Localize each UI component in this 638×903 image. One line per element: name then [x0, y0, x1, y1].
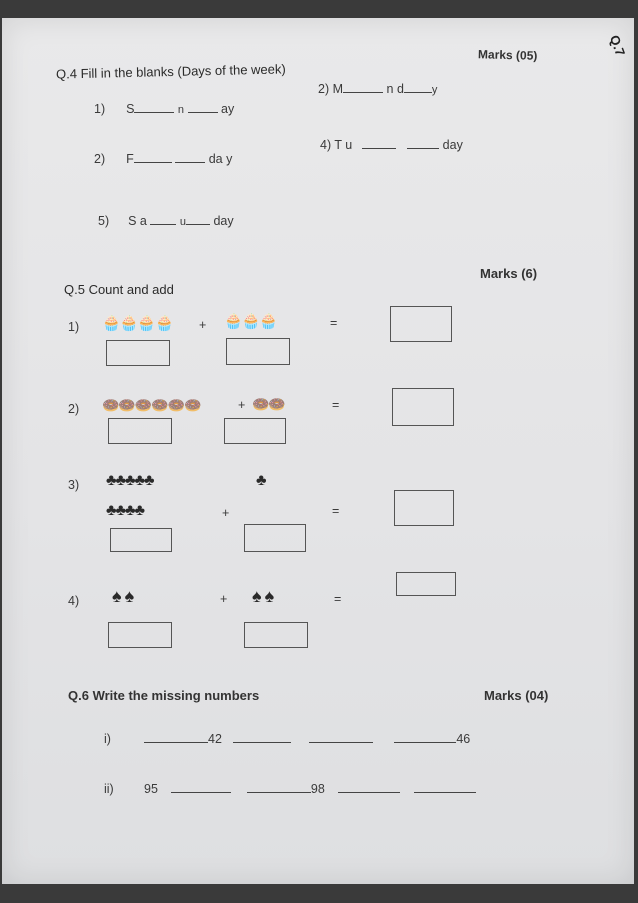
q4-marks: Marks (05) — [477, 47, 538, 63]
equals-sign: = — [332, 504, 340, 518]
blank[interactable] — [144, 741, 208, 743]
item-number: 2) — [318, 82, 330, 96]
q6-title: Q.6 Write the missing numbers — [68, 688, 260, 703]
blank[interactable] — [150, 223, 176, 225]
blank[interactable] — [394, 741, 456, 743]
answer-box-left[interactable] — [108, 418, 172, 444]
q5-row-2-number: 2) — [68, 402, 80, 416]
letter: u — [179, 216, 186, 228]
answer-box-right[interactable] — [244, 524, 306, 552]
answer-box-left[interactable] — [106, 340, 170, 366]
letter: y — [431, 84, 438, 96]
blank[interactable] — [134, 161, 172, 163]
club-icons: ♣♣♣♣♣ — [106, 472, 154, 489]
plus-sign: + — [222, 506, 230, 520]
letter: da y — [208, 152, 233, 166]
q5-row-4-number: 4) — [68, 594, 80, 608]
answer-box-left[interactable] — [108, 622, 172, 648]
letter: ay — [221, 102, 235, 116]
q5-row-3-number: 3) — [68, 478, 80, 492]
blank[interactable] — [188, 111, 218, 113]
blank[interactable] — [186, 223, 210, 225]
q5-title: Q.5 Count and add — [64, 282, 174, 297]
item-number: 5) — [98, 214, 110, 228]
blank[interactable] — [233, 741, 291, 743]
blank[interactable] — [134, 111, 174, 113]
item-number: 2) — [94, 152, 106, 166]
q5-row-1-number: 1) — [68, 320, 80, 334]
blank[interactable] — [407, 147, 439, 149]
letter: day — [442, 138, 463, 152]
plus-sign: + — [220, 592, 228, 606]
blank[interactable] — [404, 91, 432, 93]
letter: n — [177, 104, 185, 116]
q5-marks: Marks (6) — [480, 266, 538, 281]
blank[interactable] — [414, 791, 476, 793]
q6-row-2 — [144, 782, 476, 796]
blank[interactable] — [171, 791, 231, 793]
equals-sign: = — [330, 316, 338, 330]
blank[interactable] — [175, 161, 205, 163]
blank[interactable] — [309, 741, 373, 743]
spade-icons: ♠ ♠ — [252, 586, 274, 606]
number: 42 — [208, 732, 222, 746]
letter: n d — [386, 82, 404, 96]
worksheet-page — [2, 18, 634, 884]
letter: S — [126, 102, 135, 116]
number: 95 — [144, 782, 158, 796]
corner-mark: Q.7 — [606, 33, 629, 58]
q4-item-5 — [98, 214, 234, 228]
answer-box-left[interactable] — [110, 528, 172, 552]
answer-box-sum[interactable] — [390, 306, 452, 342]
q4-item-3 — [94, 152, 232, 166]
blank[interactable] — [247, 791, 311, 793]
equals-sign: = — [332, 398, 340, 412]
cupcake-icons: 🧁🧁🧁 — [224, 313, 278, 330]
q6-row-1 — [144, 732, 470, 746]
q4-item-2 — [318, 82, 437, 96]
answer-box-right[interactable] — [244, 622, 308, 648]
letter: T u — [334, 138, 353, 152]
item-number: 1) — [94, 102, 106, 116]
blank[interactable] — [362, 147, 396, 149]
cupcake-icons: 🧁🧁🧁🧁 — [102, 315, 173, 332]
item-number: 4) — [320, 138, 332, 152]
q6-row-1-number: i) — [104, 732, 111, 746]
plus-sign: + — [238, 398, 246, 412]
answer-box-sum[interactable] — [392, 388, 454, 426]
answer-box-right[interactable] — [224, 418, 286, 444]
q6-marks: Marks (04) — [484, 688, 549, 703]
letter: M — [332, 82, 344, 96]
donut-icons: 🍩🍩 — [252, 396, 285, 412]
club-icon: ♣ — [256, 472, 266, 489]
answer-box-sum[interactable] — [394, 490, 454, 526]
answer-box-right[interactable] — [226, 338, 290, 365]
q4-title: Q.4 Fill in the blanks (Days of the week) — [55, 61, 286, 82]
number: 98 — [310, 782, 325, 796]
spade-icons: ♠ ♠ — [112, 586, 134, 606]
letter: F — [126, 152, 134, 166]
letter: S a — [128, 214, 147, 228]
plus-sign: + — [199, 318, 207, 332]
number: 46 — [456, 732, 471, 746]
q4-item-4 — [320, 138, 463, 152]
answer-box-sum[interactable] — [396, 572, 456, 596]
club-icons: ♣♣♣♣ — [106, 502, 144, 519]
letter: day — [213, 214, 234, 228]
blank[interactable] — [343, 91, 383, 93]
blank[interactable] — [338, 791, 400, 793]
q6-row-2-number: ii) — [104, 782, 114, 796]
donut-icons: 🍩🍩🍩🍩🍩🍩 — [102, 397, 201, 413]
q4-item-1 — [94, 102, 234, 116]
equals-sign: = — [334, 592, 342, 606]
